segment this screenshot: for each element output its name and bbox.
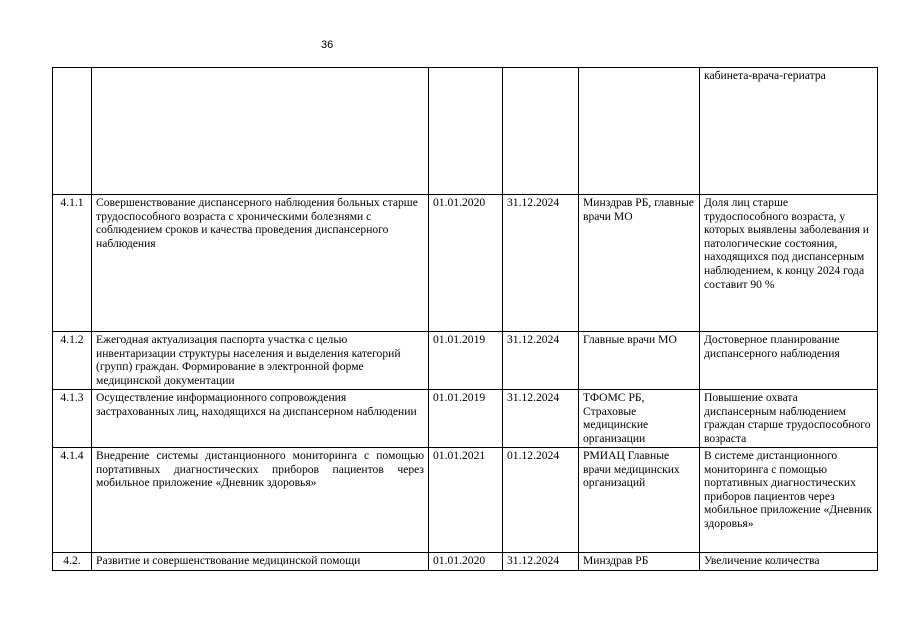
table-row (53, 448, 878, 553)
cell-number: 4.2. (53, 553, 92, 571)
table-row (53, 68, 878, 195)
page-number: 36 (321, 39, 334, 51)
cell-result: Достоверное планирование диспансерного наблюдения (700, 332, 878, 390)
cell-responsible: Главные врачи МО (579, 332, 700, 390)
cell-start-date: 01.01.2020 (429, 553, 503, 571)
cell-end-date: 31.12.2024 (503, 195, 579, 332)
table-row (53, 195, 878, 332)
cell-activity-name (92, 68, 429, 195)
cell-start-date: 01.01.2021 (429, 448, 503, 553)
cell-start-date: 01.01.2019 (429, 390, 503, 448)
cell-responsible: РМИАЦ Главные врачи медицинских организаций (579, 448, 700, 553)
cell-start-date (429, 68, 503, 195)
cell-activity-name: Ежегодная актуализация паспорта участка с целью инвентаризации структуры населения и выделения категорий (групп) граждан. Формирование в электронной форме медицинской документации (92, 332, 429, 390)
cell-end-date (503, 68, 579, 195)
cell-activity-name: Развитие и совершенствование медицинской помощи (92, 553, 429, 571)
cell-responsible: Минздрав РБ, главные врачи МО (579, 195, 700, 332)
table-row (53, 332, 878, 390)
table-row (53, 390, 878, 448)
cell-activity-name: Внедрение системы дистанционного мониторинга с помощью портативных диагностических приборов пациентов через мобильное приложение «Дневник здоровья» (92, 448, 429, 553)
cell-number: 4.1.1 (53, 195, 92, 332)
cell-number: 4.1.4 (53, 448, 92, 553)
cell-number: 4.1.2 (53, 332, 92, 390)
cell-result: Повышение охвата диспансерным наблюдением граждан старше трудоспособного возраста (700, 390, 878, 448)
cell-result: В системе дистанционного мониторинга с помощью портативных диагностических приборов пациентов через мобильное приложение «Дневник здоровья» (700, 448, 878, 553)
cell-responsible (579, 68, 700, 195)
cell-start-date: 01.01.2020 (429, 195, 503, 332)
cell-responsible: Минздрав РБ (579, 553, 700, 571)
cell-end-date: 31.12.2024 (503, 332, 579, 390)
cell-activity-name: Осуществление информационного сопровождения застрахованных лиц, находящихся на диспансерном наблюдении (92, 390, 429, 448)
activity-plan-table (52, 67, 878, 571)
cell-end-date: 01.12.2024 (503, 448, 579, 553)
cell-result: Доля лиц старше трудоспособного возраста, у которых выявлены заболевания и патологические состояния, находящихся под диспансерным наблюдением, к концу 2024 года составит 90 % (700, 195, 878, 332)
cell-start-date: 01.01.2019 (429, 332, 503, 390)
table-row (53, 553, 878, 571)
cell-responsible: ТФОМС РБ, Страховые медицинские организации (579, 390, 700, 448)
cell-number: 4.1.3 (53, 390, 92, 448)
cell-result: кабинета-врача-гериатра (700, 68, 878, 195)
cell-activity-name: Совершенствование диспансерного наблюдения больных старше трудоспособного возраста с хроническими болезнями с соблюдением сроков и качества проведения диспансерного наблюдения (92, 195, 429, 332)
cell-result: Увеличение количества (700, 553, 878, 571)
cell-end-date: 31.12.2024 (503, 390, 579, 448)
cell-end-date: 31.12.2024 (503, 553, 579, 571)
cell-number (53, 68, 92, 195)
